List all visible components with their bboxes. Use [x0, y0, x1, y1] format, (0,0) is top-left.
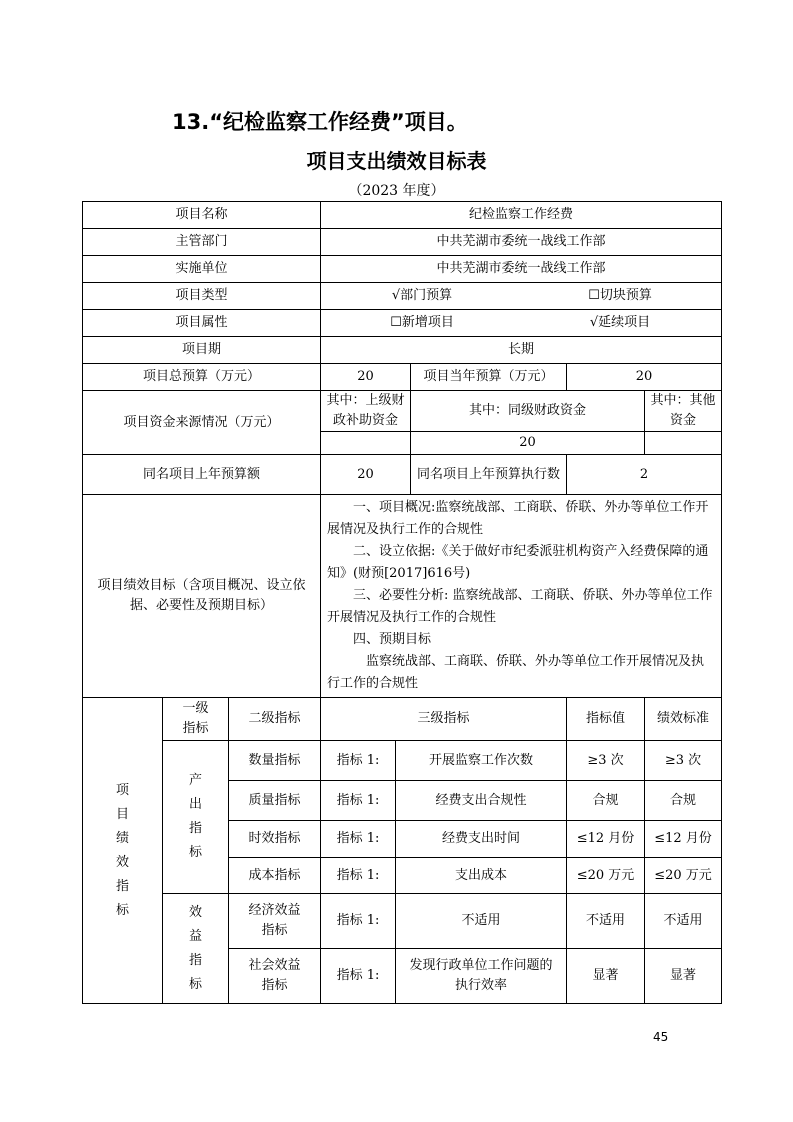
value-cell: ≥3 次 — [567, 741, 645, 781]
indicator-header-row — [83, 698, 722, 741]
standard-cell: ≥3 次 — [645, 741, 722, 781]
table-row — [83, 894, 722, 949]
performance-table — [82, 201, 722, 1004]
label-dept: 主管部门 — [83, 229, 321, 256]
index-cell: 指标 1: — [321, 741, 396, 781]
standard-cell: 不适用 — [645, 894, 722, 949]
header-level2: 二级指标 — [229, 698, 321, 741]
level2-cell: 社会效益指标 — [229, 949, 321, 1004]
label-type: 项目类型 — [83, 283, 321, 310]
value-type — [321, 283, 722, 310]
indicator-section-label: 项目绩效指标 — [83, 698, 163, 1004]
label-goals: 项目绩效目标（含项目概况、设立依据、必要性及预期目标） — [83, 495, 321, 698]
goal-necessity: 三、必要性分析: 监察统战部、工商联、侨联、外办等单位工作开展情况及执行工作的合规性 — [327, 588, 713, 625]
label-period: 项目期 — [83, 337, 321, 364]
value-prev-exec: 2 — [567, 455, 722, 495]
value-total-budget: 20 — [321, 364, 411, 391]
label-project-name: 项目名称 — [83, 202, 321, 229]
label-fund-source: 项目资金来源情况（万元） — [83, 391, 321, 455]
page-number: 45 — [653, 1030, 669, 1044]
output-indicator-label: 产出指标 — [163, 741, 229, 894]
value-cell: ≤12 月份 — [567, 821, 645, 858]
level2-cell: 成本指标 — [229, 858, 321, 894]
type-dept-budget-checkbox: √部门预算 — [391, 288, 453, 303]
level3-cell: 开展监察工作次数 — [396, 741, 567, 781]
label-source-other: 其中：其他资金 — [645, 391, 722, 432]
header-level3: 三级指标 — [321, 698, 567, 741]
index-cell: 指标 1: — [321, 821, 396, 858]
row-budget — [83, 364, 722, 391]
value-source-same-level: 20 — [411, 432, 645, 455]
value-prev-budget: 20 — [321, 455, 411, 495]
row-dept — [83, 229, 722, 256]
table-row — [83, 741, 722, 781]
row-type — [83, 283, 722, 310]
row-attr — [83, 310, 722, 337]
label-attr: 项目属性 — [83, 310, 321, 337]
fiscal-year: （2023 年度） — [348, 183, 445, 199]
attr-continuing-checkbox: √延续项目 — [589, 315, 651, 330]
level2-cell: 经济效益指标 — [229, 894, 321, 949]
value-year-budget: 20 — [567, 364, 722, 391]
level3-cell: 不适用 — [396, 894, 567, 949]
value-attr — [321, 310, 722, 337]
row-project-name — [83, 202, 722, 229]
value-cell: 显著 — [567, 949, 645, 1004]
goal-expected-text: 监察统战部、工商联、侨联、外办等单位工作开展情况及执行工作的合规性 — [327, 654, 705, 691]
label-unit: 实施单位 — [83, 256, 321, 283]
index-cell: 指标 1: — [321, 949, 396, 1004]
row-goals — [83, 495, 722, 698]
benefit-indicator-label: 效益指标 — [163, 894, 229, 1004]
header-level1: 一级指标 — [163, 698, 229, 741]
standard-cell: ≤12 月份 — [645, 821, 722, 858]
index-cell: 指标 1: — [321, 894, 396, 949]
row-period — [83, 337, 722, 364]
level2-cell: 数量指标 — [229, 741, 321, 781]
section-heading: 13.“纪检监察工作经费”项目。 — [172, 110, 468, 134]
label-prev-exec: 同名项目上年预算执行数 — [411, 455, 567, 495]
header-value: 指标值 — [567, 698, 645, 741]
goals-text — [321, 495, 722, 698]
row-unit — [83, 256, 722, 283]
level3-cell: 支出成本 — [396, 858, 567, 894]
label-year-budget: 项目当年预算（万元） — [411, 364, 567, 391]
value-project-name: 纪检监察工作经费 — [321, 202, 722, 229]
value-cell: 不适用 — [567, 894, 645, 949]
index-cell: 指标 1: — [321, 858, 396, 894]
standard-cell: 显著 — [645, 949, 722, 1004]
header-standard: 绩效标准 — [645, 698, 722, 741]
goal-expected-heading: 四、预期目标 — [353, 632, 432, 647]
index-cell: 指标 1: — [321, 781, 396, 821]
label-source-provincial: 其中：上级财政补助资金 — [321, 391, 411, 432]
level3-cell: 发现行政单位工作问题的执行效率 — [396, 949, 567, 1004]
value-unit: 中共芜湖市委统一战线工作部 — [321, 256, 722, 283]
label-prev-budget: 同名项目上年预算额 — [83, 455, 321, 495]
goal-overview: 一、项目概况:监察统战部、工商联、侨联、外办等单位工作开展情况及执行工作的合规性 — [327, 500, 709, 537]
value-cell: ≤20 万元 — [567, 858, 645, 894]
row-source-head — [83, 391, 722, 432]
table-title: 项目支出绩效目标表 — [306, 149, 487, 173]
level2-cell: 时效指标 — [229, 821, 321, 858]
value-dept: 中共芜湖市委统一战线工作部 — [321, 229, 722, 256]
attr-new-checkbox: ☐新增项目 — [390, 315, 454, 330]
goal-basis: 二、设立依据:《关于做好市纪委派驻机构资产入经费保障的通知》(财预[2017]616号) — [327, 544, 709, 581]
value-cell: 合规 — [567, 781, 645, 821]
label-total-budget: 项目总预算（万元） — [83, 364, 321, 391]
type-block-budget-checkbox: ☐切块预算 — [588, 288, 652, 303]
level2-cell: 质量指标 — [229, 781, 321, 821]
level3-cell: 经费支出合规性 — [396, 781, 567, 821]
label-source-same-level: 其中：同级财政资金 — [411, 391, 645, 432]
level3-cell: 经费支出时间 — [396, 821, 567, 858]
standard-cell: 合规 — [645, 781, 722, 821]
value-source-provincial — [321, 432, 411, 455]
value-period: 长期 — [321, 337, 722, 364]
value-source-other — [645, 432, 722, 455]
standard-cell: ≤20 万元 — [645, 858, 722, 894]
row-prev-year — [83, 455, 722, 495]
